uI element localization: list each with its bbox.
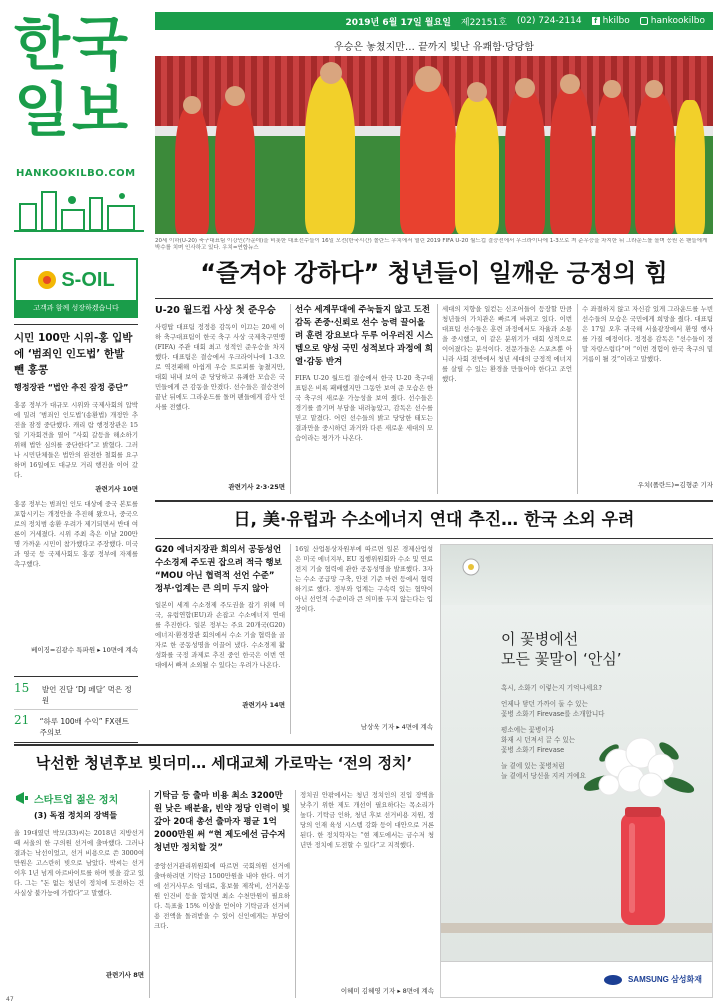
hydrogen-divider (155, 538, 713, 539)
hydrogen-col2-text: 16일 산업통상자원부에 따르면 일본 경제산업성은 미국 에너지부, EU 집행위원회와 수소 및 연료전지 기술 협력에 관한 공동성명을 발표했다. 3자는 수소 공급망 구축, 안전 기준 마련 등에서 협력하기로 했다. 정부와 업계는 구속력 있는 협약이 아닌 선언적 수준이라 큰 의미를 두지 않는다는 입장이다. (295, 545, 433, 613)
issue-date: 2019년 6월 17일 월요일 (345, 17, 451, 28)
series-subtitle: (3) 독점 정치의 장벽들 (34, 811, 118, 820)
lead-col3-text: 세대의 지향을 일컫는 신조어들이 등장할 만큼 청년들의 가치관은 빠르게 바뀌고 있다. 이번 대표팀 선수들은 훈련 과정에서도 자율과 소통을 중시했고, 이 같은 분위기가 대회 성적으로 이어졌다는 분석이다. 전문가들은 스포츠뿐 아니라 사회 전반에서 청년 세대의 긍정적 에너지를 살릴 수 있는 환경을 만들어야 한다고 조언했다. (442, 305, 572, 383)
column-divider (149, 790, 150, 998)
masthead-title-line2: 일보 (14, 76, 131, 144)
politics-col3-text: 정치권 안팎에서는 청년 정치인의 진입 장벽을 낮추기 위한 제도 개선이 필요하다는 목소리가 높다. 기탁금 인하, 청년 후보 선거비용 지원, 정당의 인재 육성 시스템 강화 등이 대안으로 거론된다. 한 정치학자는 “현 제도에서는 금수저 청년만 정치에 도전할 수 있다”고 지적했다. (300, 791, 434, 849)
lead-col1 (155, 304, 285, 491)
samsung-fire-ad[interactable] (440, 544, 713, 998)
lead-col1-subhead: U-20 월드컵 사상 첫 준우승 (155, 305, 276, 316)
hongkong-credit: 베이징=김광수 특파원 (31, 646, 96, 654)
lead-col2-subhead: 선수 세계무대에 주눅들지 않고 도전 감독 존중·신뢰로 선수 능력 끌어올려 훈련 강요보다 두루 어우러진 시스템으로 양성 국민 성적보다 과정에 희열·감동 반겨 (295, 305, 433, 367)
date-bar (155, 12, 713, 30)
site-url[interactable]: HANKOOKILBO.COM (16, 168, 136, 179)
hydrogen-col2-credit-line: 남상욱 기자 ▸ 4면에 계속 (360, 723, 433, 731)
masthead-title-line1: 한국 (14, 10, 131, 78)
hydrogen-headline[interactable]: 日, 美·유럽과 수소에너지 연대 추진… 한국 소외 우려 (233, 510, 635, 530)
politics-col3 (300, 790, 434, 995)
column-divider (290, 544, 291, 734)
lead-photo[interactable] (155, 56, 713, 234)
ad-line2: 꽃병 소화기 Firevase를 소개합니다 (501, 710, 605, 718)
hydrogen-col1-jump[interactable]: 관련기사 14면 (242, 701, 285, 709)
ad-footer (441, 961, 712, 997)
samsung-logo-icon (604, 975, 622, 985)
instagram-link[interactable] (640, 16, 705, 26)
hongkong-text1: 홍콩 정부가 대규모 시위와 국제사회의 압박에 밀려 ‘범죄인 인도법’(송환법) 개정안 추진을 잠정 중단했다. 캐리 람 행정장관은 15일 기자회견을 열어 “사회 갈등을 해소하기 위해 법안 심의를 중단한다”고 밝혔다. 그러나 시민단체들은 법안의 완전한 철회를 요구하며 16일에도 대규모 거리 행진을 이어 갔다. (14, 401, 138, 479)
lead-col4-text: 수 좌절하지 않고 자신감 있게 그라운드를 누빈 선수들의 모습은 국민에게 희망을 줬다. 대표팀은 17일 오후 귀국해 서울광장에서 환영 행사를 가질 예정이다. 정정용 감독은 “선수들이 정말 자랑스럽다”며 “이번 경험이 한국 축구의 밑거름이 될 것”이라고 말했다. (582, 305, 713, 363)
politics-col2-text: 중앙선거관리위원회에 따르면 국회의원 선거에 출마하려면 기탁금 1500만원을 내야 한다. 여기에 선거사무소 임대료, 홍보물 제작비, 선거운동원 인건비 등을 합치면 최소 수천만원이 필요하다. 득표율 15% 이상을 얻어야 기탁금과 선거비용 전액을 돌려받을 수 있어 신인에게는 부담이 크다. (154, 862, 290, 930)
section-divider (155, 500, 713, 502)
hongkong-story (14, 330, 138, 654)
hongkong-headline[interactable]: 시민 100만 시위-홍 입박에 ‘범죄인 인도법’ 한발 뺀 홍콩 (14, 332, 133, 376)
hongkong-jump1[interactable]: 관련기사 10면 (95, 485, 138, 493)
lead-col1-jump[interactable]: 관련기사 2·3·25면 (228, 483, 285, 491)
hongkong-text2: 홍콩 정부는 범죄인 인도 대상에 중국 본토를 포함시키는 개정안을 추진해 왔으나, 중국으로의 정치범 송환 우려가 제기되면서 반대 여론이 거세졌다. 시위 주최 측은 이날 200만명 가까운 시민이 참가했다고 주장했다. 미국과 영국 등 국제사회도 홍콩 정부에 자제를 촉구했다. (14, 500, 138, 568)
series-title: 스타트업 젊은 정치 (34, 794, 119, 806)
hydrogen-col2 (295, 544, 433, 731)
lead-photo-caption: 20세 이하(U-20) 축구대표팀 이강인(가운데)을 비롯한 대표선수들이 16일 오전(한국시간) 폴란드 우치에서 열린 2019 FIFA U-20 월드컵 결승전에서 우크라이나에 1-3으로 져 준우승을 차지한 뒤 그라운드를 돌며 응원 온 팬들에게 박수를 치며 인사하고 있다. 우치=연합뉴스 (155, 238, 708, 251)
index-text: “하루 100배 수익” FX렌트 주의보 (39, 717, 129, 737)
ad-line5: 꽃병 소화기 Firevase (501, 746, 565, 754)
left-column-rule (14, 324, 138, 325)
instagram-icon (640, 17, 648, 25)
politics-jump[interactable]: 8면에 계속 (402, 987, 434, 995)
lead-headline[interactable]: “즐겨야 강하다” 청년들이 일깨운 긍정의 힘 (200, 259, 668, 287)
section-divider (14, 744, 434, 746)
ad-headline (501, 629, 651, 669)
hydrogen-jump[interactable]: 4면에 계속 (401, 723, 433, 731)
phone-number: (02) 724-2114 (516, 16, 582, 26)
lead-col2 (295, 304, 433, 501)
red-vase-with-flowers-icon (569, 723, 709, 933)
flower-logo-icon (461, 557, 481, 577)
lead-divider (155, 298, 713, 299)
issue-number: 제22151호 (460, 17, 507, 28)
ad-line3: 평소에는 꽃병이자 (501, 726, 555, 734)
ad-headline-line2: 모든 꽃말이 ‘안심’ (501, 650, 622, 668)
facebook-link[interactable] (592, 16, 630, 26)
index-box (14, 676, 138, 743)
masthead-city-illustration-icon (14, 184, 144, 236)
politics-col3-credit-line: 이혜미 김혜영 기자 ▸ 8면에 계속 (340, 987, 434, 995)
politics-credit: 이혜미 김혜영 기자 (340, 987, 396, 995)
instagram-handle: hankookilbo (650, 16, 705, 26)
megaphone-icon (14, 790, 30, 806)
soil-slogan: 고객과 함께 성장하겠습니다 (33, 304, 119, 312)
index-page: 21 (14, 713, 30, 727)
politics-headline[interactable]: 낙선한 청년후보 빚더미… 세대교체 가로막는 ‘전의 정치’ (35, 754, 413, 772)
series-tag (14, 790, 144, 806)
hongkong-subhead: 행정장관 “법안 추진 잠정 중단” (14, 383, 129, 392)
column-divider (290, 304, 291, 494)
facebook-icon: f (592, 17, 600, 25)
column-divider (577, 304, 578, 494)
lead-col4 (582, 304, 713, 489)
ad-line7: 늘 곁에서 당신을 지켜 거예요 (501, 772, 586, 780)
lead-kicker: 우승은 놓쳤지만… 끝까지 빛난 유쾌함·당당함 (334, 42, 534, 53)
ad-brand: SAMSUNG 삼성화재 (627, 975, 702, 984)
soil-logo-icon (37, 270, 57, 290)
hydrogen-col1 (155, 544, 285, 709)
politics-col2 (154, 790, 290, 989)
index-item[interactable] (14, 713, 138, 738)
column-divider (437, 304, 438, 494)
index-text: 발언 진달 ‘DJ 페달’ 먹은 정원 (41, 685, 132, 705)
ad-headline-line1: 이 꽃병에선 (501, 630, 579, 648)
politics-col1-text: 올 19대였던 박모(33)씨는 2018년 지방선거 때 서울의 한 구의원 선거에 출마했다. 그러나 결과는 낙선이었고, 선거 비용으로 쓴 3000여만원은 고스란히 빚으로 남았다. 박씨는 선거 이후 1년 넘게 아르바이트를 하며 빚을 갚고 있다. 그는 “돈 없는 청년이 정치에 도전하는 건 사실상 불가능에 가깝다”고 말했다. (14, 829, 144, 897)
politics-col1 (14, 790, 144, 979)
lead-col4-credit: 우치(폴란드)=김형준 기자 (637, 481, 713, 489)
ad-line4: 화재 시 던져서 끌 수 있는 (501, 736, 576, 744)
ad-line6: 늘 곁에 있는 꽃병처럼 (501, 762, 565, 770)
photo-credit: 우치=연합뉴스 (222, 245, 259, 251)
column-divider (295, 790, 296, 998)
politics-col1-jump[interactable]: 관련기사 8면 (105, 971, 144, 979)
index-page: 15 (14, 681, 30, 695)
hongkong-jump2[interactable]: 10면에 계속 (102, 646, 138, 654)
hongkong-credit-line: 베이징=김광수 특파원 ▸ 10면에 계속 (31, 646, 138, 654)
facebook-handle: hkilbo (602, 16, 630, 26)
ad-line1: 언제나 닿던 가까이 둘 수 있는 (501, 700, 588, 708)
hydrogen-subhead: G20 에너지장관 회의서 공동성언 수소경제 주도권 잡으려 적극 행보 “MOU 아닌 협력적 선언 수준” 정부·업계는 큰 의미 두지 않아 (155, 545, 282, 594)
soil-ad[interactable] (14, 258, 138, 318)
lead-col1-text: 사령탑 대표팀 정정용 감독이 이끄는 20세 이하 축구대표팀이 한국 축구 사상 국제축구연맹(FIFA) 주관 대회 최고 성적인 준우승을 차지했다. 대표팀은 결승에서 우크라이나에 1-3으로 역전패해 아쉽게 우승 트로피를 놓쳤지만, 대회 내내 보여 준 당당하고 유쾌한 모습은 국민들에게 큰 감동을 안겼다. 선수들은 결승전이 끝난 뒤에도 그라운드를 돌며 팬들에게 감사 인사를 전했다. (155, 323, 285, 411)
politics-subhead: 기탁금 등 출마 비용 최소 3200만원 낮은 배분율, 빈약 정당 인력이 빛 갚아 20대 총선 출마자 평균 1억2000만원 써 “현 제도에선 금수저 청년만 정치할 것” (154, 791, 290, 853)
lead-col2-text: FIFA U-20 월드컵 결승에서 한국 U-20 축구대표팀은 비록 패배했지만 그동안 보여 준 모습은 한국 축구의 새로운 가능성을 보여 줬다. 선수들은 경기를 즐기며 부담을 내려놓았고, 감독은 선수를 믿고 맡겼다. 어린 선수들의 밝고 당당한 태도는 결과만을 중시하던 과거와 다른 새로운 세대의 모습이라는 평가가 나온다. (295, 374, 433, 442)
ad-question: 혹시, 소화기 이렇는지 기억나세요? (501, 684, 603, 692)
page-number: 47 (6, 996, 14, 1003)
hydrogen-credit: 남상욱 기자 (360, 723, 395, 731)
index-item[interactable] (14, 681, 138, 706)
soil-brand: S-OIL (61, 268, 115, 291)
hydrogen-col1-text: 일본이 세계 수소경제 주도권을 잡기 위해 미국, 유럽연합(EU)과 손잡고 수소에너지 연대를 추진한다. 일본 정부는 주요 20개국(G20) 에너지·환경장관 회의에서 수소 기술 협력을 골자로 한 공동성명을 이끌어 냈다. 수소경제 활성화를 국정 과제로 추진 중인 한국은 이번 연대에서 빠져 소외될 수 있다는 우려가 나온다. (155, 601, 285, 669)
